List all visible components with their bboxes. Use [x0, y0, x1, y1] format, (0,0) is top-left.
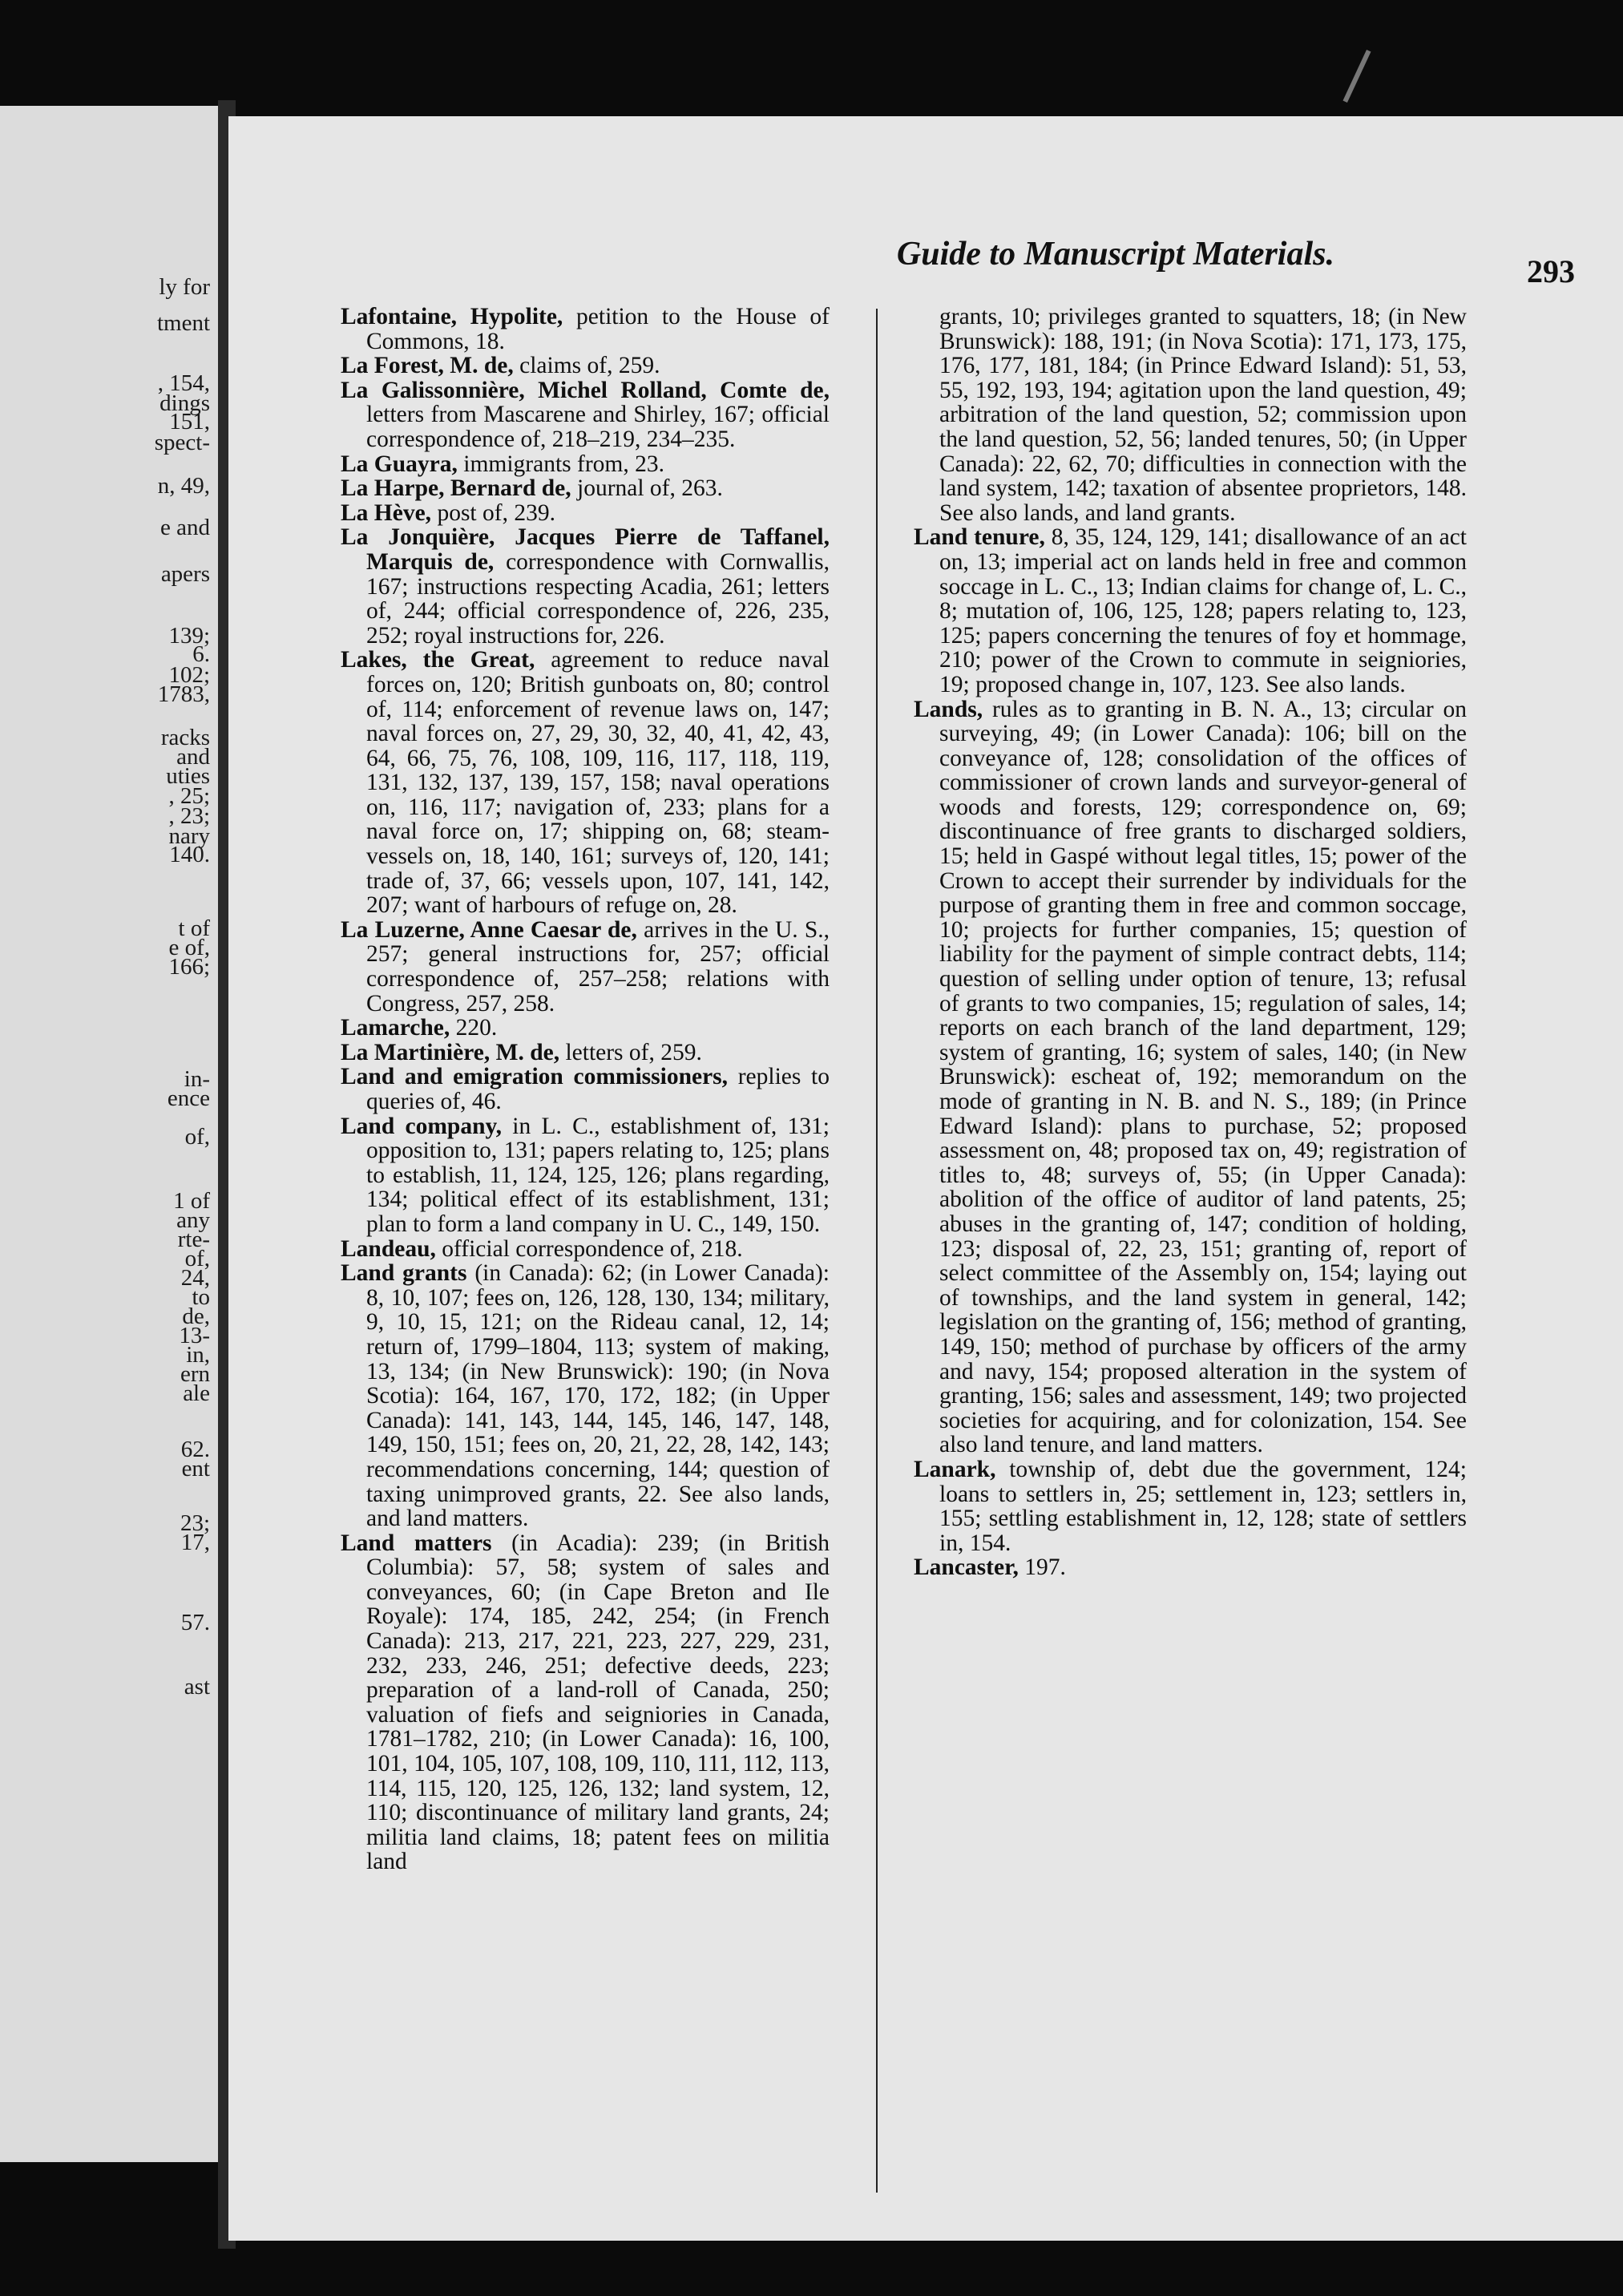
facing-page-text: spect-: [154, 430, 210, 455]
index-entry: [341, 648, 830, 918]
index-headword: Landeau,: [341, 1235, 436, 1262]
index-headword: Lakes, the Great,: [341, 647, 535, 673]
index-headword: Lancaster,: [914, 1554, 1019, 1581]
index-column-left: [341, 305, 830, 1874]
index-headword: La Martinière, M. de,: [341, 1039, 560, 1065]
facing-page-text: to: [192, 1284, 210, 1310]
facing-page-text: rte-: [177, 1227, 210, 1252]
facing-page-text: 17,: [180, 1530, 210, 1555]
index-entry: [341, 1261, 830, 1531]
index-references: rules as to granting in B. N. A., 13; circular on surveying, 49; (in Lower Canada): 106; bill on the conveyance of, 128; consolidation of the offices of commissioner of crown lands and surveyor-general of woods and forests, 129; correspondence on, 69; discontinuance of free grants to discharged soldiers, 15; held in Gaspé without legal titles, 15; power of the Crown to accept their surrender by individuals for the purpose of granting them in free and common soccage, 10; projects for further companies, 15; question of liability for the payment of simple contract debts, 114; question of selling under option of tenure, 13; refusal of grants to two companies, 15; regulation of sales, 14; reports on each branch of the land department, 129; system of granting, 16; system of sales, 140; (in New Brunswick): escheat of, 192; memorandum on the mode of granting in N. B. and N. S., 189; (in Prince Edward Island): plans to purchase, 52; proposed assessment on, 48; proposed tax on, 49; registration of titles to, 48; surveys of, 55; (in Upper Canada): abolition of the office of auditor of land patents, 25; abuses in the granting of, 147; condition of holding, 123; disposal of, 22, 23, 151; granting of, report of select committee of the Assembly on, 154; laying out of townships, and the land system in general, 142; legislation on the granting of, 156; method of granting, 149, 150; method of purchase by officers of the army and navy, 154; proposed alteration in the system of granting, 156; sales and assessment, 149; two projected societies for acquiring, and for colonization, 154. See also land tenure, and land matters.: [939, 696, 1467, 1458]
facing-page-text: e and: [160, 515, 210, 540]
index-entry: [341, 918, 830, 1016]
facing-page-text: , 154,: [157, 370, 210, 396]
facing-page-text: in,: [186, 1342, 210, 1368]
index-headword: Lands,: [914, 696, 983, 722]
index-entry: [341, 1041, 830, 1065]
film-scratch: [1342, 50, 1371, 103]
facing-page-text: 62.: [180, 1437, 210, 1462]
facing-page-text: 139;: [168, 623, 210, 649]
facing-page-text: 24,: [180, 1265, 210, 1291]
index-entry: [914, 697, 1467, 1457]
index-references: (in Canada): 62; (in Lower Canada): 8, 10, 107; fees on, 126, 128, 130, 134; military, 9, 10, 15, 121; on the Rideau canal, 12, 14; return of, 1799–1804, 113; system of making, 13, 134; (in New Brunswick): 190; (in Nova Scotia): 164, 167, 170, 172, 182; (in Upper Canada): 141, 143, 144, 145, 146, 147, 148, 149, 150, 151; fees on, 20, 21, 22, 28, 142, 143; recommendations concerning, 144; question of taxing unimproved grants, 22. See also lands, and land matters.: [366, 1260, 830, 1532]
index-headword: Land grants: [341, 1260, 467, 1287]
facing-page-text: ly for: [159, 274, 210, 300]
facing-page-text: apers: [160, 561, 210, 587]
facing-page-text: 151,: [169, 409, 210, 435]
page-number: 293: [1527, 253, 1575, 289]
index-references: immigrants from, 23.: [457, 451, 664, 477]
index-references: letters of, 259.: [559, 1039, 702, 1065]
facing-page-text: 1 of: [173, 1188, 210, 1214]
facing-page-text: 1783,: [157, 681, 210, 707]
facing-page-text: ale: [183, 1380, 210, 1406]
facing-page-text: 57.: [180, 1610, 210, 1635]
facing-page-text: , 25;: [168, 783, 210, 809]
facing-page-text: ern: [180, 1361, 210, 1387]
facing-page-text: 6.: [192, 641, 210, 667]
index-entry: [341, 305, 830, 354]
index-entry: [341, 354, 830, 378]
index-references: arrives in the U. S., 257; general instructions for, 257; official correspondence of, 257–258; relations with Congress, 257, 258.: [366, 916, 830, 1017]
index-references: petition to the House of Commons, 18.: [366, 304, 830, 354]
index-references: grants, 10; privileges granted to squatters, 18; (in New Brunswick): 188, 191; (in Nova Scotia): 171, 173, 175, 176, 177, 181, 184; (in Prince Edward Island): 51, 53, 55, 192, 193, 194; agitation upon the land question, 49; arbitration of the land question, 52; commission upon the land question, 52, 56; landed tenures, 50; (in Upper Canada): 22, 62, 70; difficulties in connection with the land system, 142; taxation of absentee proprietors, 148. See also lands, and land grants.: [939, 304, 1467, 526]
index-references: township of, debt due the government, 124; loans to settlers in, 25; settlement in, 123; settlers in, 155; settling establishment in, 12, 128; state of settlers in, 154.: [939, 1456, 1467, 1556]
index-entry: [914, 525, 1467, 697]
facing-page-text: 102;: [168, 662, 210, 688]
index-references: official correspondence of, 218.: [435, 1235, 743, 1262]
index-entry: [914, 305, 1467, 525]
facing-page-text: uties: [166, 763, 210, 789]
facing-page-text: t of: [178, 916, 210, 941]
index-headword: Lamarche,: [341, 1015, 450, 1041]
index-references: journal of, 263.: [571, 475, 723, 502]
index-column-right: [914, 305, 1467, 1580]
facing-page-fragment: [0, 106, 218, 2162]
index-references: in L. C., establishment of, 131; opposition to, 131; papers relating to, 125; plans to establish, 11, 124, 125, 126; plans regarding, 134; political effect of its establishment, 131; plan to form a land company in U. C., 149, 150.: [366, 1113, 830, 1237]
facing-page-text: ast: [184, 1674, 210, 1700]
index-references: 197.: [1018, 1554, 1066, 1581]
index-headword: La Jonquière, Jacques Pierre de Taffanel, Marquis de,: [341, 524, 830, 575]
facing-page-text: racks: [160, 725, 210, 750]
index-headword: La Hève,: [341, 499, 432, 526]
index-entry: [341, 501, 830, 526]
facing-page-text: 166;: [168, 954, 210, 980]
index-references: replies to queries of, 46.: [366, 1064, 830, 1114]
index-references: 8, 35, 124, 129, 141; disallowance of an act on, 13; imperial act on lands held in free and common soccage in L. C., 13; Indian claims for change of, L. C., 8; mutation of, 106, 125, 128; papers relating to, 123, 125; papers concerning the tenures of foy et hommage, 210; power of the Crown to commute in seigniories, 19; proposed change in, 107, 123. See also lands.: [939, 524, 1468, 697]
index-headword: Lanark,: [914, 1456, 996, 1482]
facing-page-text: nary: [168, 823, 210, 849]
index-headword: Land matters: [341, 1530, 492, 1556]
index-headword: Land and emigration commissioners,: [341, 1064, 729, 1090]
index-entry: [341, 1237, 830, 1262]
index-entry: [341, 476, 830, 501]
index-references: 220.: [450, 1015, 498, 1041]
facing-page-text: , 23;: [168, 803, 210, 829]
facing-page-text: in-: [184, 1066, 210, 1092]
index-references: (in Acadia): 239; (in British Columbia): 57, 58; system of sales and conveyances, 60; (in Cape Breton and Ile Royale): 174, 185, 242, 254; (in French Canada): 213, 217, 221, 223, 227, 229, 231, 232, 233, 246, 251; defective deeds, 223; preparation of a land-roll of Canada, 250; valuation of fiefs and seigniories in Canada, 1781–1782, 210; (in Lower Canada): 16, 100, 101, 104, 105, 107, 108, 109, 110, 111, 112, 113, 114, 115, 120, 125, 126, 132; land system, 12, 110; discontinuance of military land grants, 24; militia land claims, 18; patent fees on militia land: [366, 1530, 830, 1875]
facing-page-text: ence: [167, 1085, 210, 1111]
index-headword: La Forest, M. de,: [341, 353, 514, 379]
index-references: correspondence with Cornwallis, 167; instructions respecting Acadia, 261; letters of, 244; official correspondence of, 226, 235, 252; royal instructions for, 226.: [366, 548, 830, 649]
index-references: agreement to reduce naval forces on, 120; British gunboats on, 80; control of, 114; enforcement of revenue laws on, 147; naval forces on, 27, 29, 30, 32, 40, 41, 42, 43, 64, 66, 75, 76, 108, 109, 116, 117, 118, 119, 131, 132, 137, 139, 157, 158; naval operations on, 116, 117; navigation of, 233; plans for a naval force on, 17; shipping on, 68; steam-vessels on, 18, 140, 161; surveys of, 120, 141; trade of, 37, 66; vessels upon, 107, 141, 142, 207; want of harbours of refuge on, 28.: [366, 647, 830, 919]
index-entry: [341, 1531, 830, 1874]
index-entry: [914, 1555, 1467, 1580]
facing-page-text: of,: [184, 1124, 210, 1150]
facing-page-text: and: [176, 744, 210, 770]
facing-page-text: 13-: [179, 1323, 210, 1348]
index-references: letters from Mascarene and Shirley, 167; official correspondence of, 218–219, 234–235.: [366, 402, 830, 452]
index-entry: [914, 1457, 1467, 1555]
index-headword: La Guayra,: [341, 451, 458, 477]
index-entry: [341, 378, 830, 452]
index-references: post of, 239.: [431, 499, 555, 526]
facing-page-text: dings: [159, 390, 210, 416]
index-entry: [341, 1016, 830, 1041]
facing-page-text: n, 49,: [157, 473, 210, 499]
index-headword: La Luzerne, Anne Caesar de,: [341, 916, 637, 943]
index-references: claims of, 259.: [513, 353, 660, 379]
facing-page-text: any: [176, 1207, 210, 1233]
index-headword: La Galissonnière, Michel Rolland, Comte de,: [341, 377, 830, 403]
index-page: [228, 116, 1623, 2241]
column-divider: [876, 309, 878, 2193]
facing-page-text: e of,: [168, 935, 210, 960]
index-entry: [341, 525, 830, 648]
facing-page-text: tment: [156, 310, 210, 336]
facing-page-text: 140.: [169, 842, 210, 867]
index-headword: Land company,: [341, 1113, 502, 1139]
index-headword: Lafontaine, Hypolite,: [341, 304, 563, 329]
running-head: Guide to Manuscript Materials.: [896, 236, 1334, 273]
index-entry: [341, 1114, 830, 1237]
facing-page-text: ent: [181, 1456, 210, 1481]
facing-page-text: de,: [182, 1304, 210, 1329]
index-headword: La Harpe, Bernard de,: [341, 475, 571, 502]
facing-page-text: 23;: [180, 1510, 210, 1536]
index-entry: [341, 452, 830, 477]
index-headword: Land tenure,: [914, 524, 1045, 551]
facing-page-text: of,: [184, 1246, 210, 1271]
index-entry: [341, 1065, 830, 1114]
